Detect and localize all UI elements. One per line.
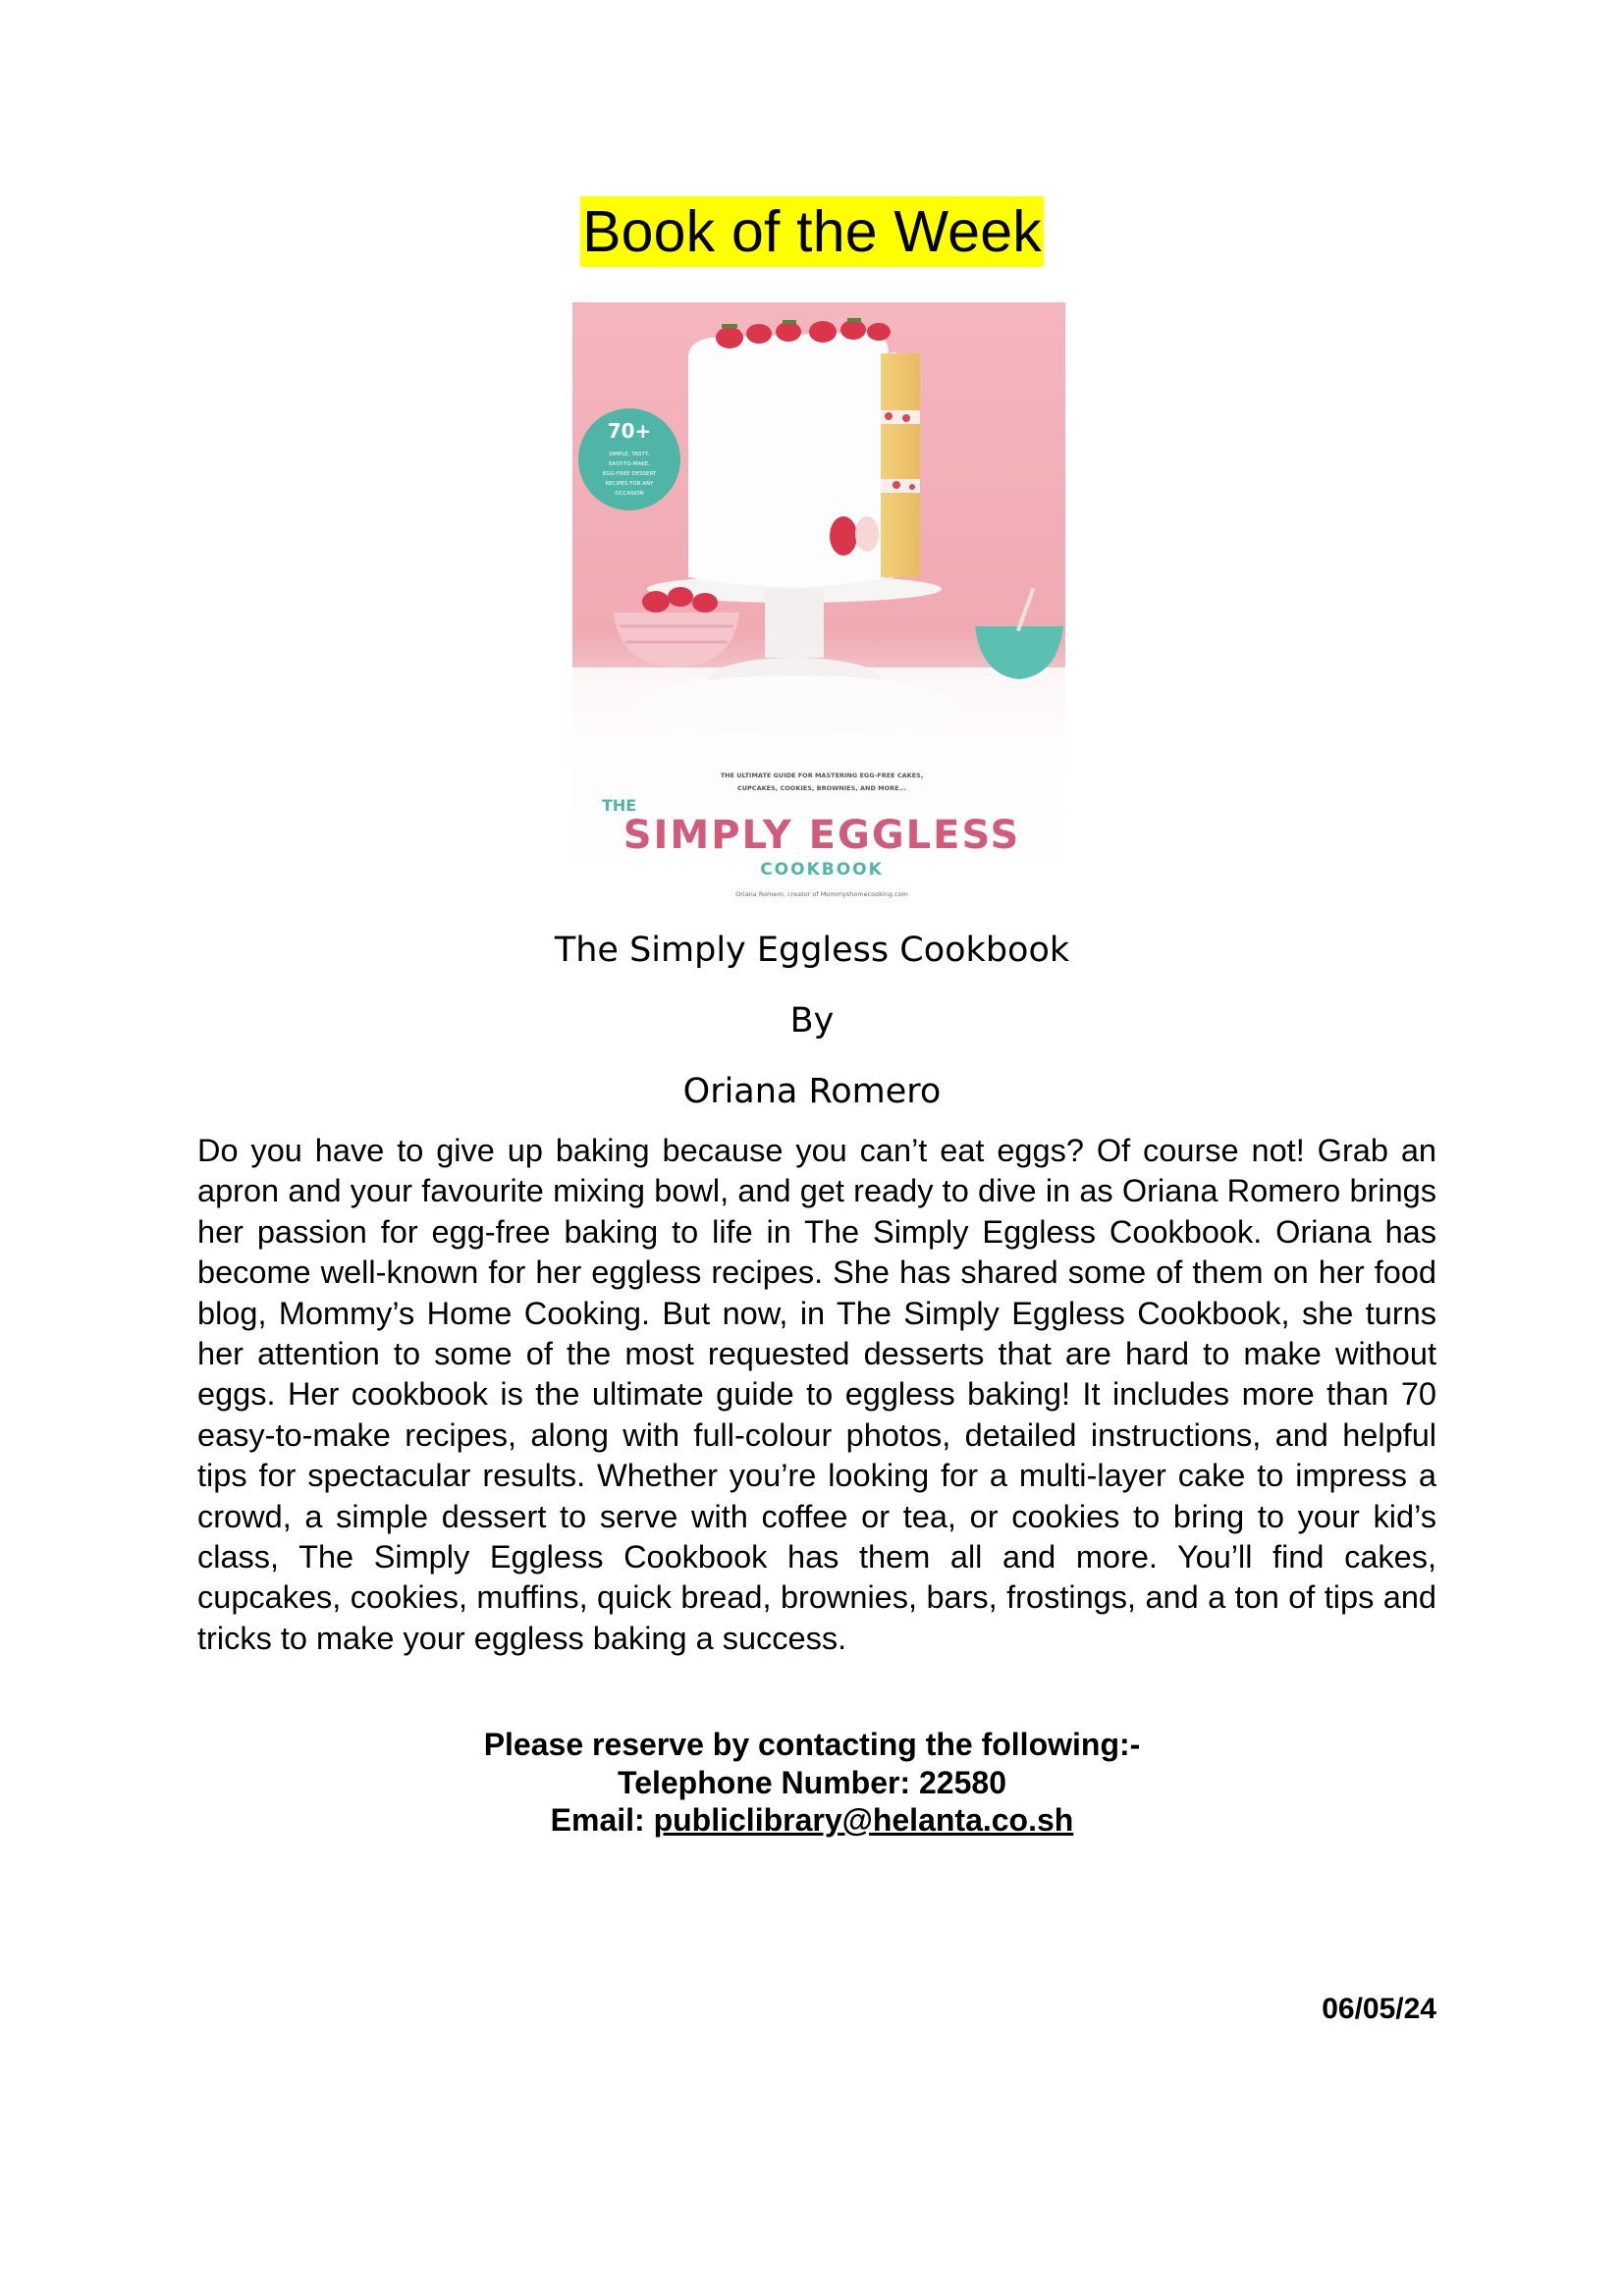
book-cover-image: [572, 302, 1065, 903]
badge-number: 70+: [607, 419, 652, 443]
email-link[interactable]: publiclibrary@helanta.co.sh: [653, 1802, 1074, 1838]
date: 06/05/24: [1322, 1993, 1436, 2025]
heading-container: [0, 196, 1624, 267]
by-label: By: [789, 1001, 835, 1041]
cover-byline: Oriana Romero, creator of Mommyshomecooking.com: [735, 890, 908, 898]
cover-tagline-2: CUPCAKES, COOKIES, BROWNIES, AND MORE...: [737, 784, 906, 792]
book-info: [0, 923, 1624, 1135]
badge-line-2: EASY-TO-MAKE,: [608, 461, 651, 467]
cover-the: THE: [602, 796, 637, 815]
email-label: Email:: [550, 1802, 654, 1838]
cover-title: SIMPLY EGGLESS: [623, 813, 1021, 858]
badge-line-4: RECIPES FOR ANY: [605, 481, 654, 487]
contact-intro: Please reserve by contacting the following:-: [483, 1727, 1141, 1762]
contact-block: [0, 1726, 1624, 1840]
book-title: The Simply Eggless Cookbook: [554, 931, 1070, 970]
contact-email-line: [0, 1801, 1624, 1840]
book-description: Do you have to give up baking because you can’t eat eggs? Of course not! Grab an apron and your favourite mixing bowl, and get ready to dive in as Oriana Romero brings her passion for egg-free baking to life in The Simply Eggless Cookbook. Oriana has become well-known for her eggless recipes. She has shared some of them on her food blog, Mommy’s Home Cooking. But now, in The Simply Eggless Cookbook, she turns her attention to some of the most requested desserts that are hard to make without eggs. Her cookbook is the ultimate guide to eggless baking! It includes more than 70 easy-to-make recipes, along with full-colour photos, detailed instructions, and helpful tips for spectacular results. Whether you’re looking for a multi-layer cake to impress a crowd, a simple dessert to serve with coffee or tea, or cookies to bring to your kid’s class, The Simply Eggless Cookbook has them all and more. You’ll find cakes, cupcakes, cookies, muffins, quick bread, brownies, bars, frostings, and a ton of tips and tricks to make your eggless baking a success.: [197, 1133, 1436, 1656]
book-author: Oriana Romero: [682, 1072, 942, 1111]
badge-line-5: OCCASION: [615, 491, 644, 497]
badge-line-1: SIMPLE, TASTY,: [609, 452, 650, 457]
badge-line-3: EGG-FREE DESSERT: [602, 471, 657, 477]
page-heading: Book of the Week: [580, 196, 1044, 267]
contact-telephone: Telephone Number: 22580: [618, 1764, 1006, 1800]
cover-tagline-1: THE ULTIMATE GUIDE FOR MASTERING EGG-FREE CAKES,: [720, 772, 924, 779]
cover-subtitle: COOKBOOK: [760, 860, 884, 880]
